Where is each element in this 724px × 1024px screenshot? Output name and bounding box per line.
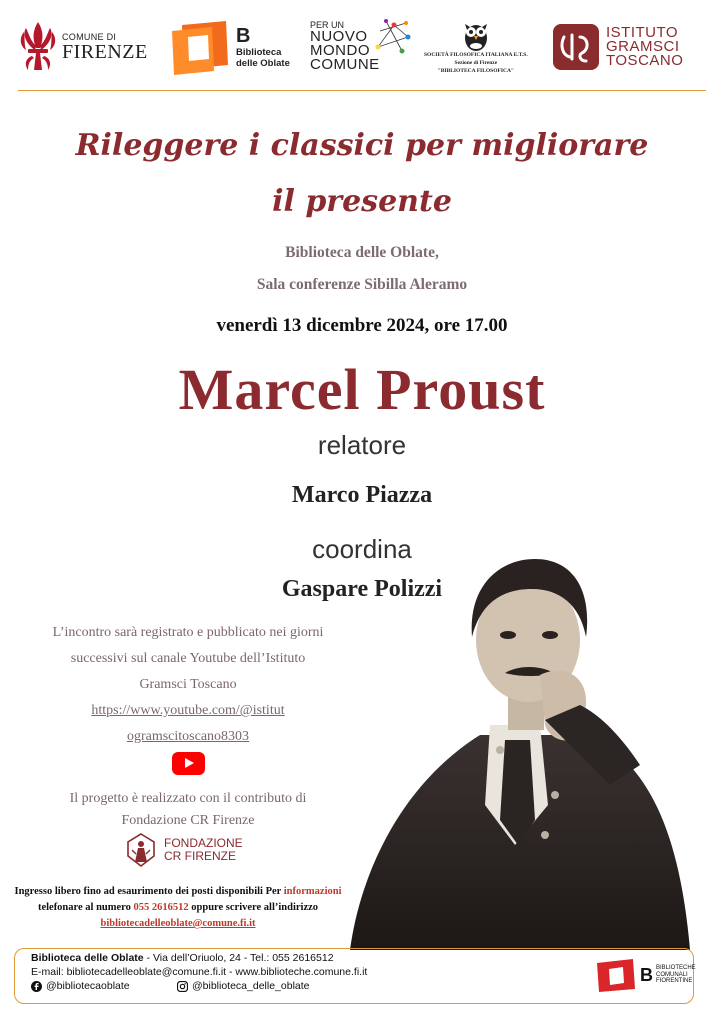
oblate-square-icon xyxy=(168,19,230,75)
proust-portrait xyxy=(340,545,700,950)
facebook-handle: @bibliotecaoblate xyxy=(46,980,130,992)
venue-line2: Sala conferenze Sibilla Aleramo xyxy=(256,276,468,293)
access-line1 xyxy=(8,884,348,900)
footer-address: - Via dell’Oriuolo, 24 - Tel.: 055 2616512 xyxy=(143,952,334,964)
coordinator-role: coordina xyxy=(312,534,412,564)
facebook-icon xyxy=(31,981,42,992)
youtube-icon[interactable] xyxy=(172,752,205,775)
access-line1-text: Ingresso libero fino ad esaurimento dei posti disponibili Per xyxy=(14,886,284,897)
footer-instagram[interactable] xyxy=(177,980,310,992)
footer-logo-letter: B xyxy=(640,964,653,985)
footer-logo-line3: FIORENTINE xyxy=(656,978,693,985)
gramsci-line3: TOSCANO xyxy=(606,52,684,70)
info-line1: L’incontro sarà registrato e pubblicato nei giorni xyxy=(52,625,324,640)
footer-logo-line2: COMUNALI xyxy=(656,971,688,978)
youtube-link-line2[interactable]: ogramscitoscano8303 xyxy=(126,729,250,744)
biblioteche-comunali-logo xyxy=(593,957,696,993)
contrib-line1: Il progetto è realizzato con il contributo di xyxy=(69,791,307,806)
nmc-line2: MONDO xyxy=(310,42,370,60)
youtube-link-line1[interactable]: https://www.youtube.com/@istitut xyxy=(91,703,285,718)
comune-firenze-logo xyxy=(18,14,148,80)
speaker-role: relatore xyxy=(317,430,407,460)
access-phone: 055 2616512 xyxy=(133,902,189,913)
event-date: venerdì 13 dicembre 2024, ore 17.00 xyxy=(216,315,508,336)
owl-icon xyxy=(461,18,491,52)
footer-library-name: Biblioteca delle Oblate xyxy=(31,952,144,964)
istituto-gramsci-logo xyxy=(552,14,683,80)
access-line2-text-c: oppure scrivere all’indirizzo xyxy=(188,902,319,913)
fondazione-emblem-icon xyxy=(124,832,158,868)
gramsci-line1: ISTITUTO xyxy=(606,23,679,41)
footer-facebook[interactable] xyxy=(31,980,130,992)
info-line3: Gramsci Toscano xyxy=(139,677,237,692)
nmc-line1: NUOVO xyxy=(310,27,368,45)
sfi-line2: Sezione di Firenze xyxy=(454,60,498,67)
speaker-name: Marco Piazza xyxy=(291,482,433,508)
gramsci-mark-icon xyxy=(552,23,600,71)
event-title-line1: Rileggere i classici per migliorare xyxy=(75,128,649,163)
instagram-handle: @biblioteca_delle_oblate xyxy=(192,980,310,992)
oblate-letter: B xyxy=(236,25,251,48)
access-line2 xyxy=(8,900,348,916)
event-title-line2: il presente xyxy=(272,184,452,219)
access-info-word: informazioni xyxy=(283,886,342,897)
sfi-line3: "BIBLIOTECA FILOSOFICA" xyxy=(437,67,514,74)
societa-filosofica-logo xyxy=(424,14,528,80)
access-line2-text-a: telefonare al numero xyxy=(37,902,134,913)
header-divider xyxy=(18,90,706,91)
nmc-per-label: PER UN xyxy=(310,20,345,31)
footer-logo-line1: BIBLIOTECHE xyxy=(656,964,696,971)
firenze-small-label: COMUNE DI xyxy=(62,31,117,42)
venue-line1: Biblioteca delle Oblate, xyxy=(285,244,439,261)
sfi-line1: SOCIETÀ FILOSOFICA ITALIANA E.T.S. xyxy=(424,52,528,59)
info-line2: successivi sul canale Youtube dell’Istituto xyxy=(70,651,306,666)
biblioteche-square-icon xyxy=(593,957,637,993)
nmc-line3: COMUNE xyxy=(310,56,380,74)
footer-box xyxy=(14,948,694,1004)
oblate-line1: Biblioteca xyxy=(236,47,282,59)
instagram-icon xyxy=(177,981,188,992)
fcr-line1: FONDAZIONE xyxy=(164,836,243,851)
footer-address-line xyxy=(31,952,334,964)
access-email-link[interactable]: bibliotecadelleoblate@comune.fi.it xyxy=(100,918,256,929)
fleur-de-lis-icon xyxy=(18,20,58,74)
biblioteca-oblate-logo xyxy=(168,14,290,80)
nuovo-mondo-comune-logo xyxy=(310,14,412,80)
fcr-line2: CR FIRENZE xyxy=(164,849,236,863)
firenze-big-label: FIRENZE xyxy=(62,40,148,63)
contrib-line2: Fondazione CR Firenze xyxy=(121,813,255,828)
coordinator-name: Gaspare Polizzi xyxy=(281,576,443,602)
gramsci-line2: GRAMSCI xyxy=(606,37,680,55)
event-subject: Marcel Proust xyxy=(178,357,546,422)
fondazione-cr-logo xyxy=(124,832,243,868)
footer-contacts: E-mail: bibliotecadelleoblate@comune.fi.it - www.biblioteche.comune.fi.it xyxy=(31,966,368,978)
oblate-line2: delle Oblate xyxy=(236,57,290,69)
